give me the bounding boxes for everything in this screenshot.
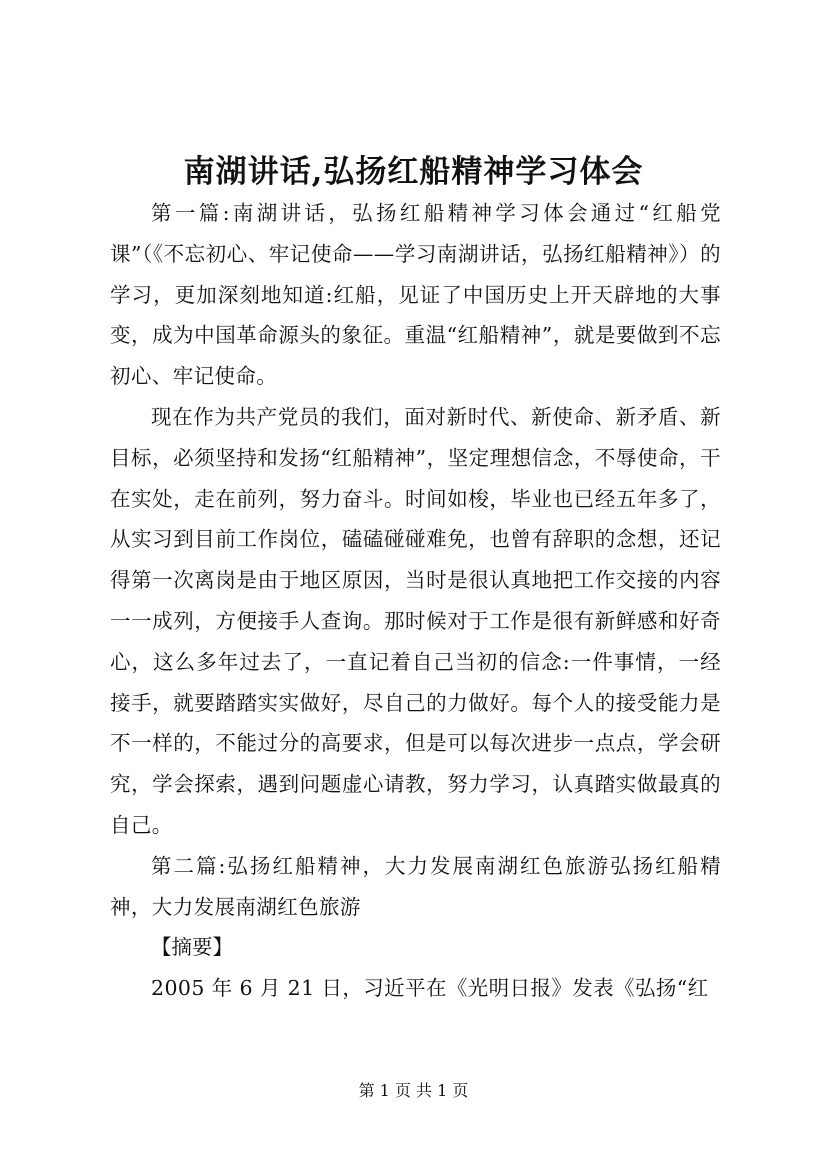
paragraph-4: 2005 年 6 月 21 日，习近平在《光明日报》发表《弘扬“红 <box>151 976 709 1001</box>
document-body <box>110 193 721 1009</box>
page-title: 南湖讲话,弘扬红船精神学习体会 <box>183 154 644 190</box>
page-footer: 第 1 页 共 1 页 <box>358 1081 469 1100</box>
paragraph-2: 现在作为共产党员的我们，面对新时代、新使命、新矛盾、新目标，必须坚持和发扬“红船精神”，坚定理想信念，不辱使命，干在实处，走在前列，努力奋斗。时间如梭，毕业也已经五年多了，从实习到目前工作岗位，磕磕碰碰难免，也曾有辞职的念想，还记得第一次离岗是由于地区原因，当时是很认真地把工作交接的内容一一成列，方便接手人查询。那时候对于工作是很有新鲜感和好奇心，这么多年过去了，一直记着自己当初的信念:一件事情，一经接手，就要踏踏实实做好，尽自己的力做好。每个人的接受能力是不一样的，不能过分的高要求，但是可以每次进步一点点，学会研究，学会探索，遇到问题虚心请教，努力学习，认真踏实做最真的自己。 <box>110 404 721 837</box>
paragraph-1: 第一篇:南湖讲话，弘扬红船精神学习体会通过“红船党课”（《不忘初心、牢记使命——学习南湖讲话，弘扬红船精神》）的学习，更加深刻地知道:红船，见证了中国历史上开天辟地的大事变，成为中国革命源头的象征。重温“红船精神”，就是要做到不忘初心、牢记使命。 <box>110 201 721 389</box>
abstract-heading: 【摘要】 <box>151 935 233 960</box>
paragraph-3: 第二篇:弘扬红船精神，大力发展南湖红色旅游弘扬红船精神，大力发展南湖红色旅游 <box>110 853 721 919</box>
